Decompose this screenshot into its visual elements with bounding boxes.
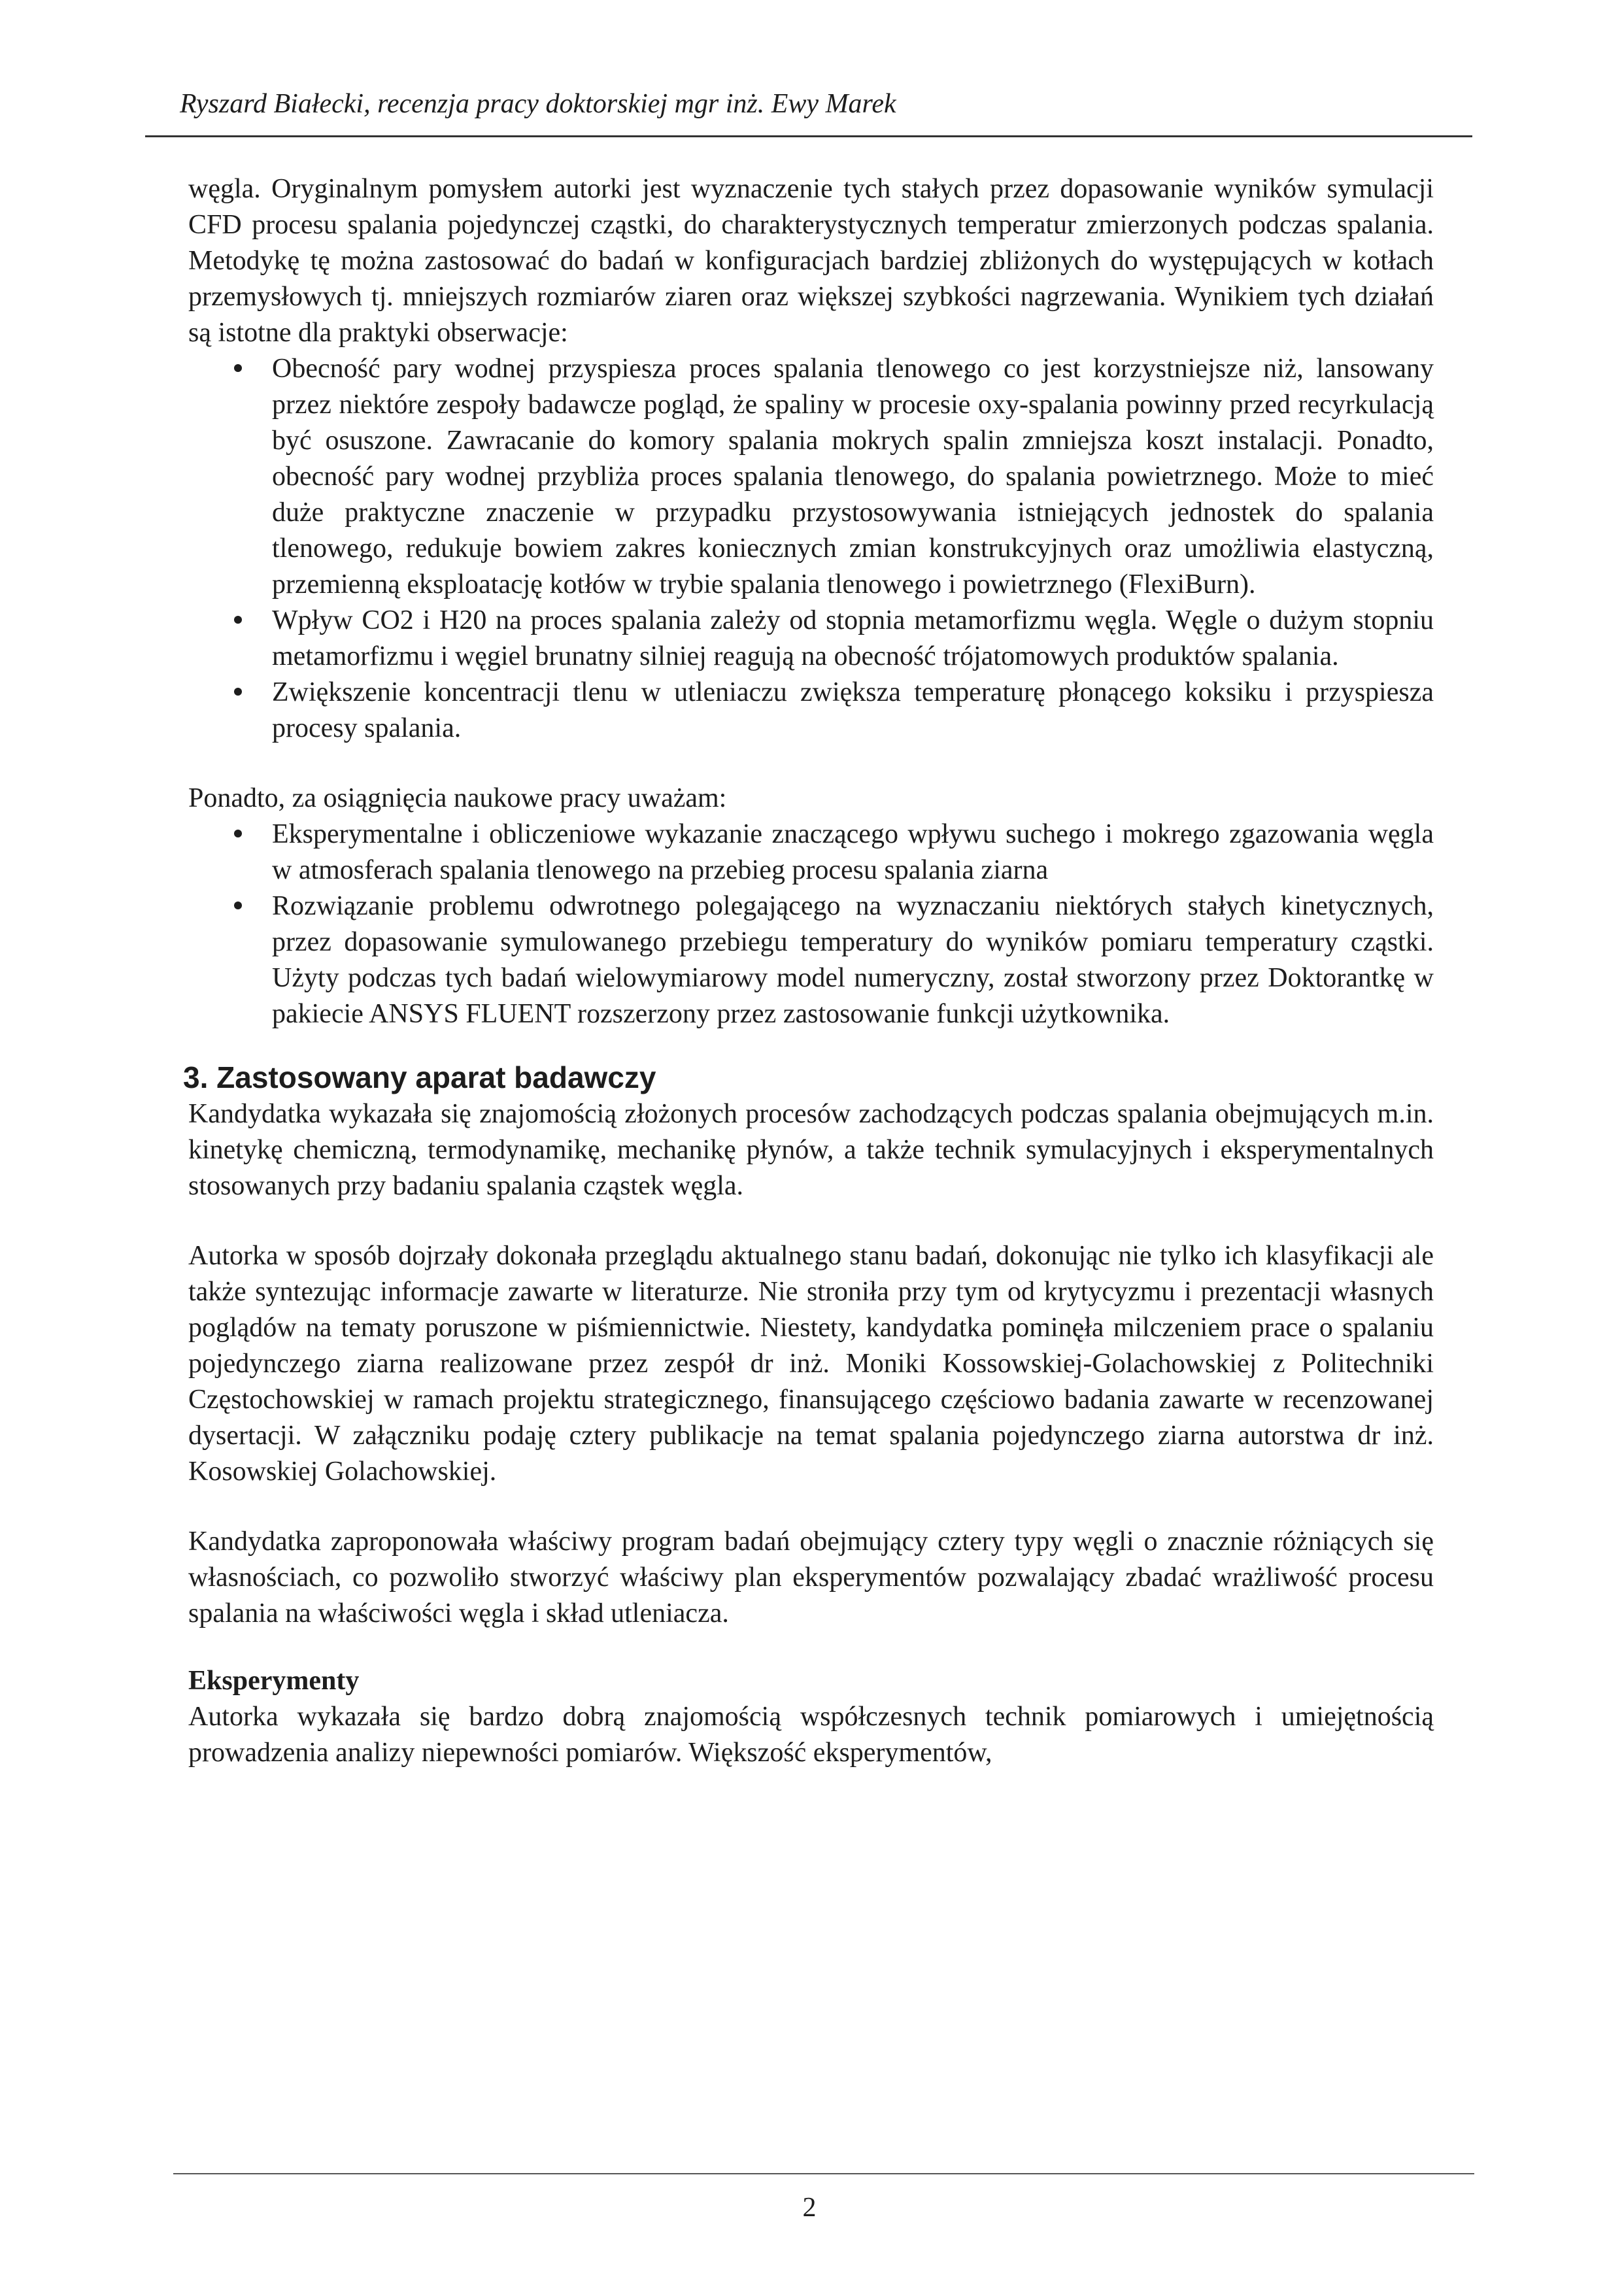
list-item	[188, 817, 1434, 888]
section-paragraph: Kandydatka wykazała się znajomością złożonych procesów zachodzących podczas spalania obejmujących m.in. kinetykę chemiczną, termodynamikę, mechanikę płynów, a także technik symulacyjnych i eksperymentalnych stosowanych przy badaniu spalania cząstek węgla.	[188, 1099, 1434, 1201]
bullet-icon	[234, 616, 242, 624]
section-paragraph: Kandydatka zaproponowała właściwy program badań obejmujący cztery typy węgli o znacznie różniących się własnościach, co pozwoliło stworzyć właściwy plan eksperymentów pozwalający zbadać wrażliwość procesu spalania na właściwości węgla i skład utleniacza.	[188, 1527, 1434, 1628]
page-body	[183, 171, 1434, 1771]
footer-divider	[173, 2173, 1474, 2174]
bullet-icon	[234, 364, 242, 372]
list-item-text: Eksperymentalne i obliczeniowe wykazanie znaczącego wpływu suchego i mokrego zgazowania węgla w atmosferach spalania tlenowego na przebieg procesu spalania ziarna	[272, 819, 1434, 885]
subsection-heading: Eksperymenty	[188, 1666, 360, 1696]
subsection-paragraph: Autorka wykazała się bardzo dobrą znajomością współczesnych technik pomiarowych i umiejętnością prowadzenia analizy niepewności pomiarów. Większość eksperymentów,	[188, 1702, 1434, 1768]
list-item	[188, 603, 1434, 675]
header-divider	[145, 135, 1472, 137]
bullet-icon	[234, 902, 242, 909]
list-item-text: Rozwiązanie problemu odwrotnego polegającego na wyznaczaniu niektórych stałych kinetycznych, przez dopasowanie symulowanego przebiegu temperatury do wyników pomiaru temperatury cząstki. Użyty podczas tych badań wielowymiarowy model numeryczny, został stworzony przez Doktorantkę w pakiecie ANSYS FLUENT rozszerzony przez zastosowanie funkcji użytkownika.	[272, 891, 1434, 1029]
observations-list	[188, 351, 1434, 747]
list-item	[188, 888, 1434, 1032]
list-item	[188, 351, 1434, 603]
achievements-list	[188, 817, 1434, 1032]
running-header: Ryszard Białecki, recenzja pracy doktorskiej mgr inż. Ewy Marek	[180, 89, 896, 119]
list-item	[188, 675, 1434, 747]
intro-paragraph: węgla. Oryginalnym pomysłem autorki jest wyznaczenie tych stałych przez dopasowanie wyników symulacji CFD procesu spalania pojedynczej cząstki, do charakterystycznych temperatur zmierzonych podczas spalania. Metodykę tę można zastosować do badań w konfiguracjach bardziej zbliżonych do występujących w kotłach przemysłowych tj. mniejszych rozmiarów ziaren oraz większej szybkości nagrzewania. Wynikiem tych działań są istotne dla praktyki obserwacje:	[188, 174, 1434, 348]
bullet-icon	[234, 830, 242, 837]
list-item-text: Obecność pary wodnej przyspiesza proces spalania tlenowego co jest korzystniejsze niż, lansowany przez niektóre zespoły badawcze pogląd, że spaliny w procesie oxy-spalania powinny przed recyrkulacją być osuszone. Zawracanie do komory spalania mokrych spalin zmniejsza koszt instalacji. Ponadto, obecność pary wodnej przybliża proces spalania tlenowego, do spalania powietrznego. Może to mieć duże praktyczne znaczenie w przypadku przystosowywania istniejących jednostek do spalania tlenowego, redukuje bowiem zakres koniecznych zmian konstrukcyjnych oraz umożliwia elastyczną, przemienną eksploatację kotłów w trybie spalania tlenowego i powietrznego (FlexiBurn).	[272, 354, 1434, 599]
achievements-intro: Ponadto, za osiągnięcia naukowe pracy uważam:	[188, 783, 727, 813]
section-paragraph: Autorka w sposób dojrzały dokonała przeglądu aktualnego stanu badań, dokonując nie tylko ich klasyfikacji ale także syntezując informacje zawarte w literaturze. Nie stroniła przy tym od krytycyzmu i prezentacji własnych poglądów na tematy poruszone w piśmiennictwie. Niestety, kandydatka pominęła milczeniem prace o spalaniu pojedynczego ziarna realizowane przez zespół dr inż. Moniki Kossowskiej-Golachowskiej z Politechniki Częstochowskiej w ramach projektu strategicznego, finansującego częściowo badania zawarte w recenzowanej dysertacji. W załączniku podaję cztery publikacje na temat spalania pojedynczego ziarna autorstwa dr inż. Kosowskiej Golachowskiej.	[188, 1241, 1434, 1487]
page-number: 2	[802, 2193, 817, 2223]
list-item-text: Wpływ CO2 i H20 na proces spalania zależy od stopnia metamorfizmu węgla. Węgle o dużym stopniu metamorfizmu i węgiel brunatny silniej reagują na obecność trójatomowych produktów spalania.	[272, 605, 1434, 671]
section-heading: 3. Zastosowany aparat badawczy	[183, 1060, 656, 1094]
bullet-icon	[234, 688, 242, 696]
list-item-text: Zwiększenie koncentracji tlenu w utleniaczu zwiększa temperaturę płonącego koksiku i przyspiesza procesy spalania.	[272, 677, 1434, 743]
